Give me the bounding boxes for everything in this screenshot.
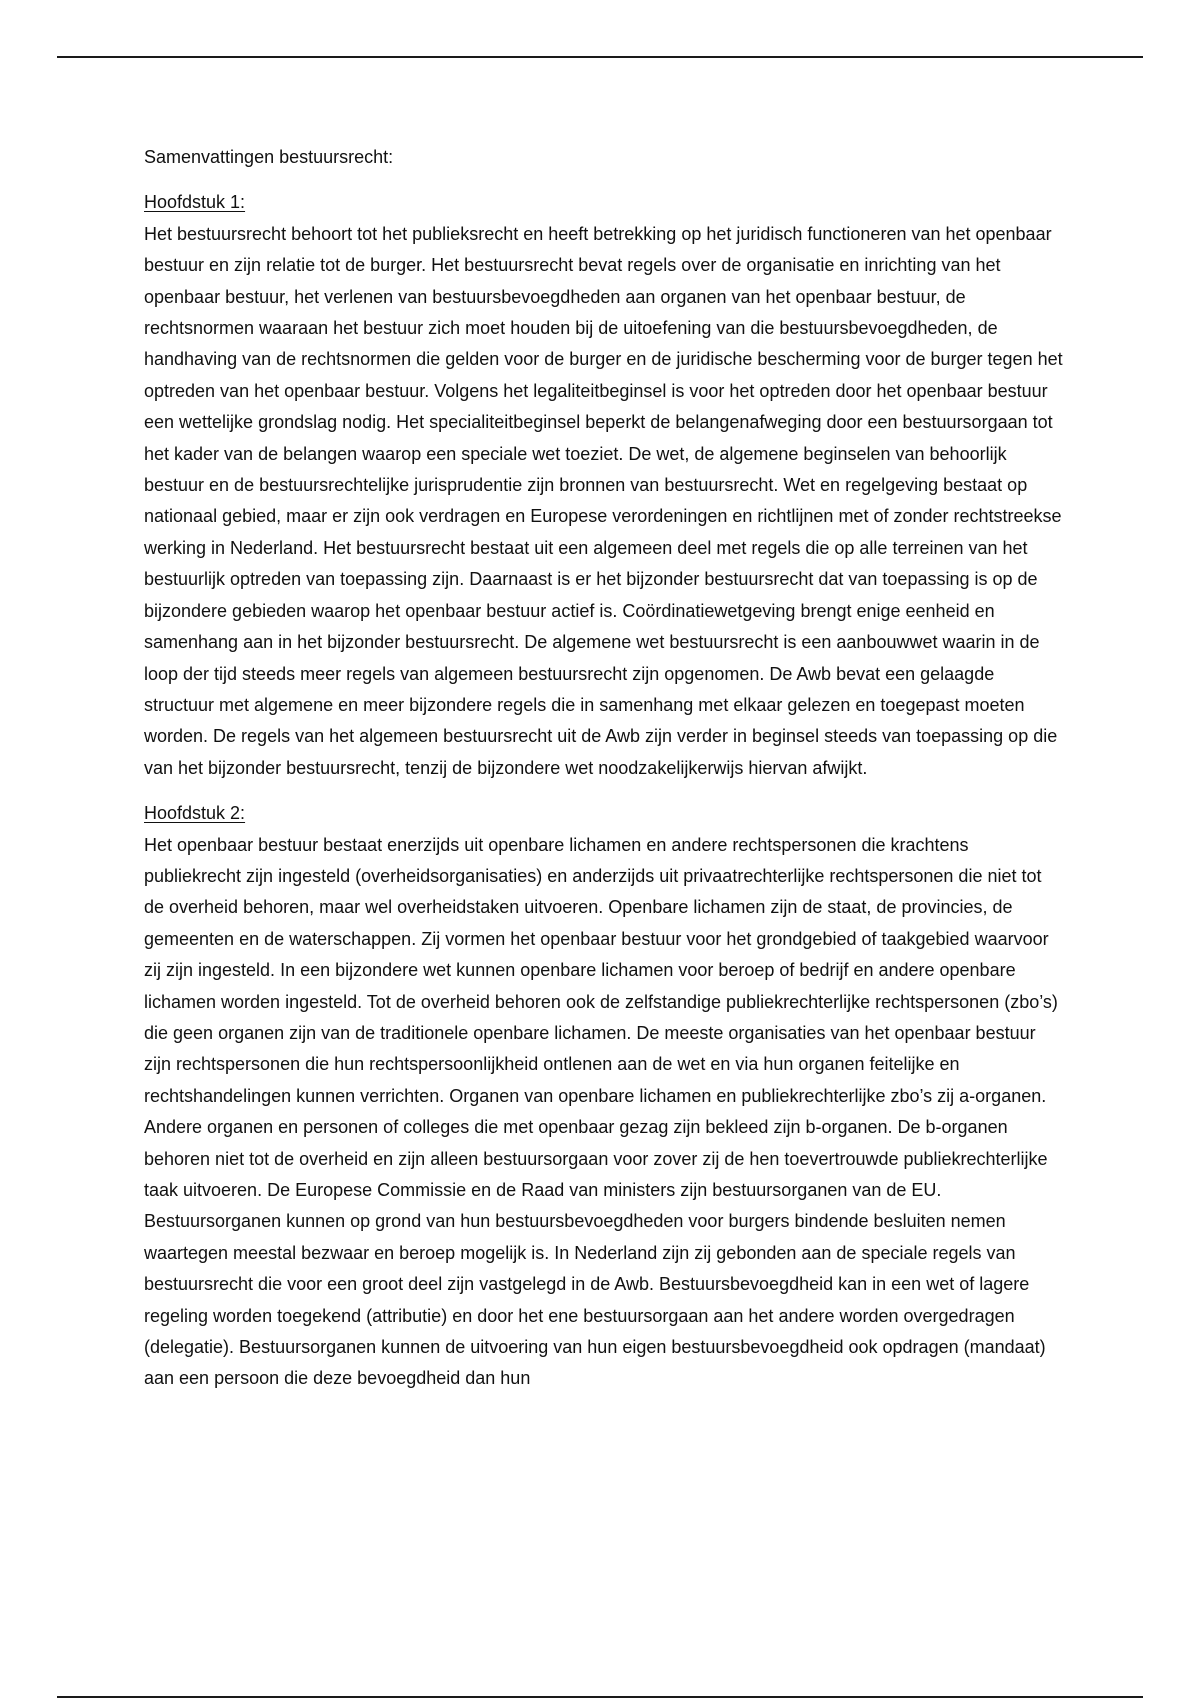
chapter-body: Het openbaar bestuur bestaat enerzijds uit openbare lichamen en andere rechtspersonen die krachtens publiekrecht zijn ingesteld (overheidsorganisaties) en anderzijds uit privaatrechterlijke rechtspersonen die niet tot de overheid behoren, maar wel overheidstaken uitvoeren. Openbare lichamen zijn de staat, de provincies, de gemeenten en de waterschappen. Zij vormen het openbaar bestuur voor het grondgebied of taakgebied waarvoor zij zijn ingesteld. In een bijzondere wet kunnen openbare lichamen voor beroep of bedrijf en andere openbare lichamen worden ingesteld. Tot de overheid behoren ook de zelfstandige publiekrechterlijke rechtspersonen (zbo’s) die geen organen zijn van de traditionele openbare lichamen. De meeste organisaties van het openbaar bestuur zijn rechtspersonen die hun rechtspersoonlijkheid ontlenen aan de wet en via hun organen feitelijke en rechtshandelingen kunnen verrichten. Organen van openbare lichamen en publiekrechterlijke zbo’s zij a-organen. Andere organen en personen of colleges die met openbaar gezag zijn bekleed zijn b-organen. De b-organen behoren niet tot de overheid en zijn alleen bestuursorgaan voor zover zij de hen toevertrouwde publiekrechterlijke taak uitvoeren. De Europese Commissie en de Raad van ministers zijn bestuursorganen van de EU. Bestuursorganen kunnen op grond van hun bestuursbevoegdheden voor burgers bindende besluiten nemen waartegen meestal bezwaar en beroep mogelijk is. In Nederland zijn zij gebonden aan de speciale regels van bestuursrecht die voor een groot deel zijn vastgelegd in de Awb. Bestuursbevoegdheid kan in een wet of lagere regeling worden toegekend (attributie) en door het ene bestuursorgaan aan het andere worden overgedragen (delegatie). Bestuursorganen kunnen de uitvoering van hun eigen bestuursbevoegdheid ook opdragen (mandaat) aan een persoon die deze bevoegdheid dan hun xyxy=(144,834,1058,1389)
document-title: Samenvattingen bestuursrecht: xyxy=(144,147,394,167)
chapter-2 xyxy=(144,798,1064,1395)
document-content xyxy=(144,142,1064,1409)
header-rule xyxy=(57,56,1143,58)
chapter-body: Het bestuursrecht behoort tot het publieksrecht en heeft betrekking op het juridisch functioneren van het openbaar bestuur en zijn relatie tot de burger. Het bestuursrecht bevat regels over de organisatie en inrichting van het openbaar bestuur, het verlenen van bestuursbevoegdheden aan organen van het openbaar bestuur, de rechtsnormen waaraan het bestuur zich moet houden bij de uitoefening van die bestuursbevoegdheden, de handhaving van de rechtsnormen die gelden voor de burger en de juridische bescherming voor de burger tegen het optreden van het openbaar bestuur. Volgens het legaliteitbeginsel is voor het optreden door het openbaar bestuur een wettelijke grondslag nodig. Het specialiteitbeginsel beperkt de belangenafweging door een bestuursorgaan tot het kader van de belangen waarop een speciale wet toeziet. De wet, de algemene beginselen van behoorlijk bestuur en de bestuursrechtelijke jurisprudentie zijn bronnen van bestuursrecht. Wet en regelgeving bestaat op nationaal gebied, maar er zijn ook verdragen en Europese verordeningen en richtlijnen met of zonder rechtstreekse werking in Nederland. Het bestuursrecht bestaat uit een algemeen deel met regels die op alle terreinen van het bestuurlijk optreden van toepassing zijn. Daarnaast is er het bijzonder bestuursrecht dat van toepassing is op de bijzondere gebieden waarop het openbaar bestuur actief is. Coördinatiewetgeving brengt enige eenheid en samenhang aan in het bijzonder bestuursrecht. De algemene wet bestuursrecht is een aanbouwwet waarin in de loop der tijd steeds meer regels van algemeen bestuursrecht zijn opgenomen. De Awb bevat een gelaagde structuur met algemene en meer bijzondere regels die in samenhang met elkaar gelezen en toegepast moeten worden. De regels van het algemeen bestuursrecht uit de Awb zijn verder in beginsel steeds van toepassing op die van het bijzonder bestuursrecht, tenzij de bijzondere wet noodzakelijkerwijs hiervan afwijkt. xyxy=(144,223,1063,778)
chapter-heading: Hoofdstuk 2: xyxy=(144,803,246,824)
footer-rule xyxy=(57,1696,1143,1698)
chapter-1 xyxy=(144,187,1064,784)
chapter-heading: Hoofdstuk 1: xyxy=(144,192,246,213)
